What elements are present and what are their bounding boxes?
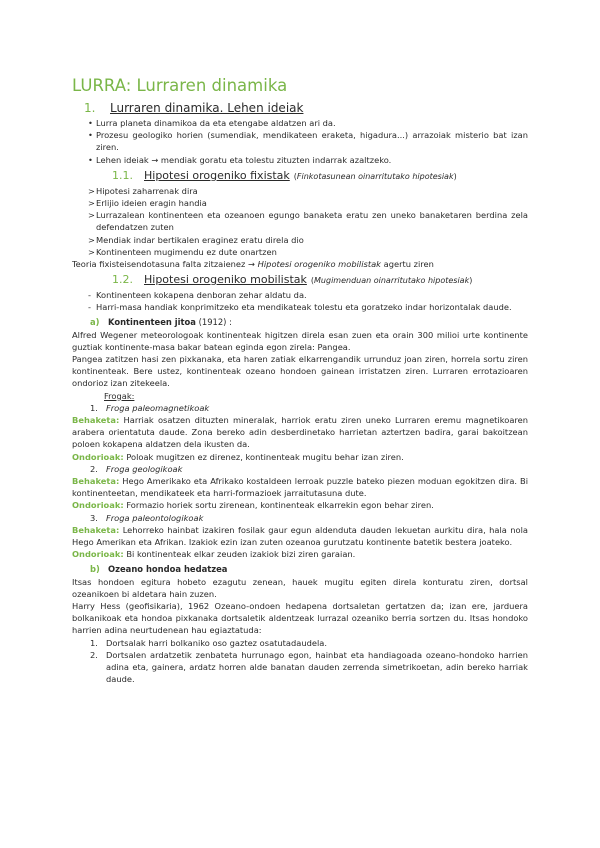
subsection-title: Kontinenteen jitoa (1912) : xyxy=(108,316,232,327)
subsection-title: Hipotesi orogeniko fixistak xyxy=(144,168,290,182)
proof-heading: 1. Froga paleomagnetikoak xyxy=(90,402,210,413)
conclusion: Ondorioak: Poloak mugitzen ez direnez, kontinenteak mugitu behar izan ziren. xyxy=(72,451,404,462)
bullet-icon: • xyxy=(88,154,93,165)
conclusion: Ondorioak: Formazio horiek sortu zirenean, kontinenteak elkarrekin egon behar ziren. xyxy=(72,500,434,511)
arrow-marker-icon: > xyxy=(88,210,95,221)
list-item: - Kontinenteen kokapena denboran zehar aldatu da. xyxy=(72,289,528,301)
list-item: 1. Dortsalak harri bolkaniko oso gaztez osatutadaudela. xyxy=(90,637,328,648)
arrow-marker-icon: > xyxy=(88,198,95,209)
subsection-letter: a) xyxy=(90,316,100,327)
list-item: > Lurrazalean kontinenteen eta ozeanoen egungo banaketa eratu zen uneko banaketaren berdina zela defendatzen zuten xyxy=(72,209,528,233)
list-item: • Lehen ideiak → mendiak goratu eta tolestu zituzten indarrak azaltzeko. xyxy=(72,154,528,166)
arrow-marker-icon: > xyxy=(88,246,95,257)
proofs-label: Frogak: xyxy=(104,390,135,401)
bullet-icon: • xyxy=(88,130,93,141)
section-number: 1. xyxy=(84,101,96,115)
section-a-body xyxy=(72,329,528,561)
subsection-letter: b) xyxy=(90,563,100,574)
list-item: > Kontinenteen mugimendu ez dute onartzen xyxy=(72,246,528,258)
section-heading xyxy=(84,100,528,117)
arrow-list xyxy=(72,185,528,270)
subsection-title: Ozeano hondoa hedatzea xyxy=(108,563,228,574)
dash-marker-icon: - xyxy=(88,290,91,301)
dash-list xyxy=(72,289,528,313)
subsection-heading xyxy=(112,272,528,289)
subsection-heading-a xyxy=(90,316,528,329)
bullet-list xyxy=(72,117,528,166)
list-item: - Harri-masa handiak konprimitzeko eta mendikateak tolestu eta goratzeko indar horizontalak daude. xyxy=(72,301,528,313)
proof-heading: 2. Froga geologikoak xyxy=(90,463,183,474)
observation: Behaketa: Hego Amerikako eta Afrikako kostaldeen lerroak puzzle bateko piezen moduan egokitzen dira. Bi kontinenteetan, mendikateek eta harri-formazioek jarraitutasuna dute. xyxy=(72,476,529,499)
list-item: 2. Dortsalen ardatzetik zenbateta hurrunago egon, hainbat eta handiagoada ozeano-hondoko harrien adina eta, gainera, ardatz horren alde banatan dauden zerrenda simetrikoetan, adin bereko harriak daude. xyxy=(90,649,528,685)
list-item: > Hipotesi zaharrenak dira xyxy=(72,185,528,197)
bullet-icon: • xyxy=(88,118,93,128)
observation: Behaketa: Harriak osatzen dituzten mineralak, harriok eratu ziren uneko Lurraren eremu magnetikoaren arabera orientatuta daude. Zona bereko adin desberdinetako harrietan aztertzen badira, garai bakoitzean poloen kokapena aldatzen dela ikusten da. xyxy=(72,415,528,450)
proof-heading: 3. Froga paleontologikoak xyxy=(90,512,204,523)
subsection-heading-b xyxy=(90,563,528,576)
subsection-note: (Finkotasunean oinarritutako hipotesiak) xyxy=(293,171,457,181)
paragraph: Itsas hondoen egitura hobeto ezagutu zenean, hauek mugitu egiten direla konturatu ziren, dortsal ozeanikoen bi aldetara hain zuzen. xyxy=(72,576,528,599)
observation: Behaketa: Lehorreko hainbat izakiren fosilak gaur egun aldenduta dauden lekuetan aurkitu dira, hala nola Hego Amerikan eta Afrikan. Izakiok ezin izan zuten ozeanoa gurutzatu kontinente batetik bestera joateko. xyxy=(72,524,528,548)
section-title: Lurraren dinamika. Lehen ideiak xyxy=(110,101,304,115)
list-item: • Prozesu geologiko horien (sumendiak, mendikateen eraketa, higadura...) arrazoiak misterio bat izan ziren. xyxy=(72,129,528,153)
paragraph: Harry Hess (geofisikaria), 1962 Ozeano-ondoen hedapena dortsaletan gertatzen da; izan ere, jarduera bolkanikoak eta hondoa pixkanaka dortsaletik aldentzeak lurrazal ozeaniko berria sortzen du. Itsas hondoko harrien adina neurtudenean hau egiaztatuda: xyxy=(72,600,528,636)
list-item: > Mendiak indar bertikalen eraginez eratu direla dio xyxy=(72,234,528,246)
list-item: • Lurra planeta dinamikoa da eta etengabe aldatzen ari da. xyxy=(72,117,528,129)
arrow-marker-icon: > xyxy=(88,234,95,245)
dash-marker-icon: - xyxy=(88,302,91,313)
subsection-note: (Mugimenduan oinarritutako hipotesiak) xyxy=(310,276,473,286)
subsection-title: Hipotesi orogeniko mobilistak xyxy=(144,273,307,287)
paragraph: Pangea zatitzen hasi zen pixkanaka, eta haren zatiak elkarrengandik urrunduz joan ziren, horrela sortu ziren kontinenteak. Bere ustez, kontinenteak ozeano hondoen gainean irristatzen ziren. Lurraren errotazioaren ondorioz izan zitekeela. xyxy=(72,354,528,389)
page-title: LURRA: Lurraren dinamika xyxy=(72,76,288,95)
list-item: > Erlijio ideien eragin handia xyxy=(72,197,528,209)
subsection-number: 1.2. xyxy=(112,273,133,287)
conclusion: Ondorioak: Bi kontinenteak elkar zeuden izakiok bizi ziren garaian. xyxy=(72,549,356,560)
subsection-heading xyxy=(112,168,528,185)
paragraph: Alfred Wegener meteorologoak kontinenteak higitzen direla esan zuen eta orain 300 milioi urte kontinente guztiak kontinente-masa bakar batean eginda egon zirela: Pangea. xyxy=(72,329,528,352)
section-b-body xyxy=(72,576,528,686)
subsection-number: 1.1. xyxy=(112,168,133,182)
paragraph: Teoria fixisteisendotasuna falta zitzaienez → Hipotesi orogeniko mobilistak agertu ziren xyxy=(72,259,434,270)
arrow-marker-icon: > xyxy=(88,185,95,196)
